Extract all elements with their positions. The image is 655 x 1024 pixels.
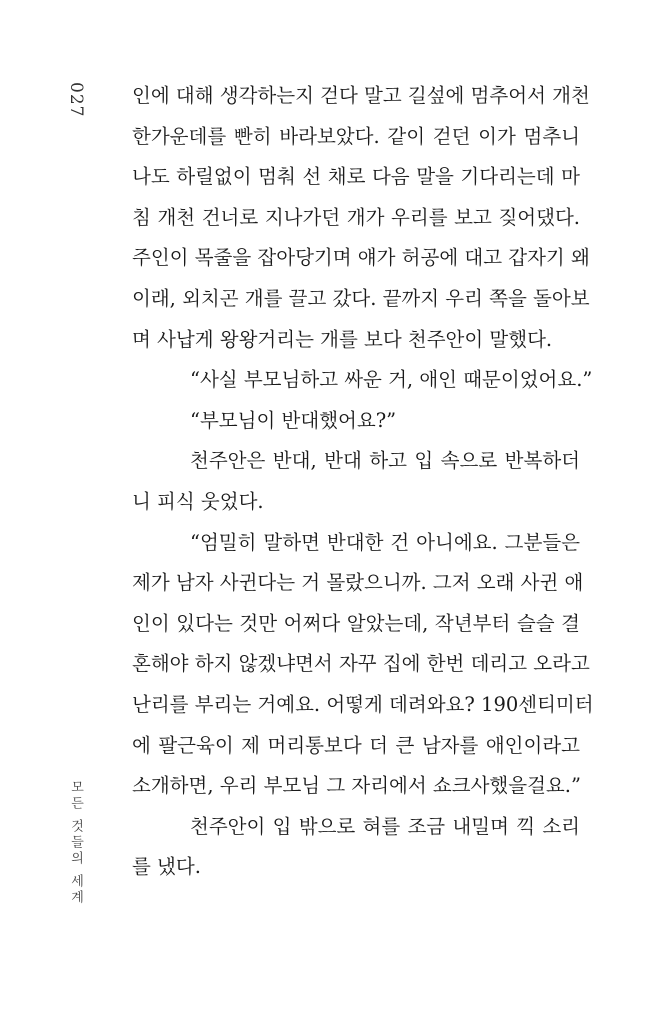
text-line: 인이 있다는 것만 어쩌다 알았는데, 작년부터 슬슬 결 [132, 611, 580, 635]
text-line: 소개하면, 우리 부모님 그 자리에서 쇼크사했을걸요.” [132, 774, 581, 798]
text-line: 주인이 목줄을 잡아당기며 얘가 허공에 대고 갑자기 왜 [132, 246, 590, 270]
text-line: 침 개천 건너로 지나가던 개가 우리를 보고 짖어댔다. [132, 205, 580, 229]
text-line: 제가 남자 사귄다는 거 몰랐으니까. 그저 오래 사귄 애 [132, 571, 584, 595]
text-line: 에 팔근육이 제 머리통보다 더 큰 남자를 애인이라고 [132, 733, 580, 757]
page-number: 027 [66, 82, 86, 118]
body-text [132, 76, 594, 888]
text-line: 니 피식 웃었다. [132, 489, 264, 513]
text-line: 천주안은 반대, 반대 하고 입 속으로 반복하더 [190, 449, 580, 473]
text-line: 이래, 외치곤 개를 끌고 갔다. 끝까지 우리 쪽을 돌아보 [132, 286, 590, 310]
text-line: 인에 대해 생각하는지 걷다 말고 길섶에 멈추어서 개천 [132, 84, 590, 107]
text-line: 를 냈다. [132, 855, 201, 879]
text-line: 며 사납게 왕왕거리는 개를 보다 천주안이 말했다. [132, 327, 553, 351]
text-line: “엄밀히 말하면 반대한 건 아니에요. 그분들은 [190, 530, 580, 554]
text-line: 천주안이 입 밖으로 혀를 조금 내밀며 끽 소리 [190, 814, 580, 838]
text-line: “사실 부모님하고 싸운 거, 애인 때문이었어요.” [190, 368, 593, 392]
text-line: “부모님이 반대했어요?” [190, 408, 397, 432]
text-line: 한가운데를 빤히 바라보았다. 같이 걷던 이가 멈추니 [132, 124, 580, 148]
book-title: 모든 것들의 세계 [68, 780, 83, 907]
text-line: 나도 하릴없이 멈춰 선 채로 다음 말을 기다리는데 마 [132, 165, 580, 189]
text-line: 혼해야 하지 않겠냐면서 자꾸 집에 한번 데리고 오라고 [132, 652, 590, 676]
text-line: 난리를 부리는 거예요. 어떻게 데려와요? 190센티미터 [132, 692, 594, 716]
